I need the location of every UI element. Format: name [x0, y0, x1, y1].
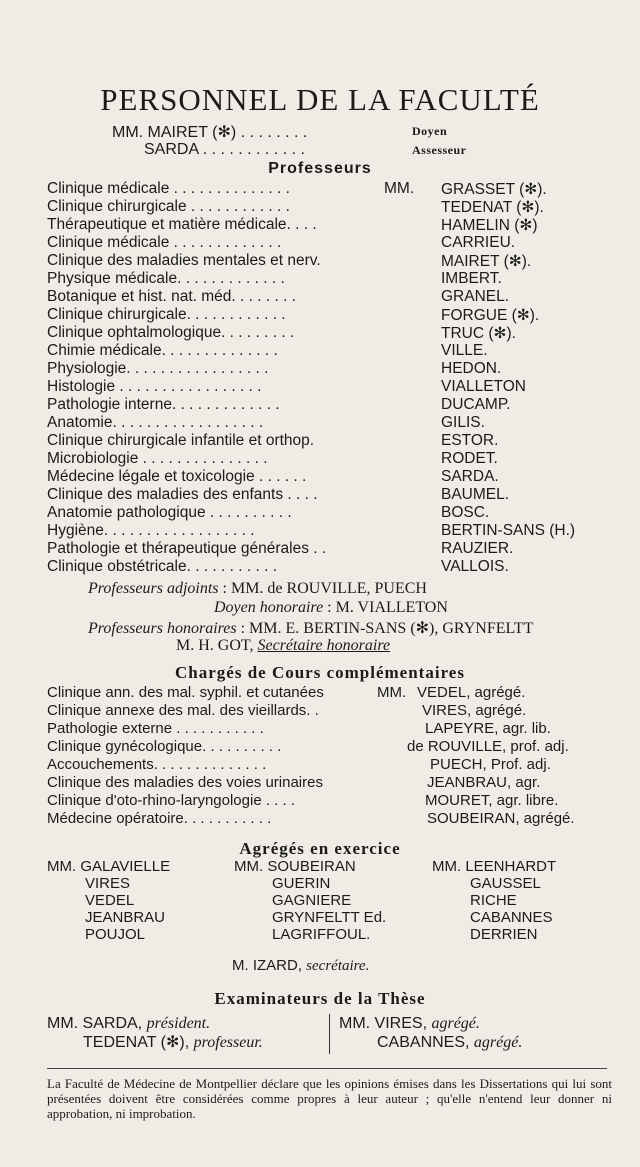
examinateur-entry	[339, 1033, 522, 1052]
course-label: Clinique d'oto-rhino-laryngologie . . . .	[47, 792, 295, 809]
examinateur-role: agrégé.	[431, 1015, 480, 1032]
agrege-name: VIRES	[85, 875, 131, 892]
examinateur-name: TEDENAT (✻),	[83, 1034, 190, 1051]
lecturer-name: de ROUVILLE, prof. adj.	[407, 738, 569, 755]
lecturer-name: LAPEYRE, agr. lib.	[425, 720, 551, 737]
chair-label: Clinique des maladies mentales et nerv.	[47, 252, 321, 269]
chair-label: Clinique chirurgicale. . . . . . . . . . . .	[47, 306, 286, 323]
chair-label: Physique médicale. . . . . . . . . . . . .	[47, 270, 285, 287]
chair-label: Médecine légale et toxicologie . . . . . .	[47, 468, 307, 485]
professor-name: RAUZIER.	[441, 540, 514, 557]
professeur-row	[47, 522, 607, 540]
agrege-name: JEANBRAU	[85, 909, 166, 926]
chair-label: Clinique médicale . . . . . . . . . . . . .	[47, 234, 282, 251]
examinateur-entry	[47, 1014, 263, 1033]
chair-label: Pathologie et thérapeutique générales . .	[47, 540, 327, 557]
professor-name: IMBERT.	[441, 270, 502, 287]
professeur-row	[47, 306, 607, 324]
agrege-name: VEDEL	[85, 892, 135, 909]
professeur-row	[47, 198, 607, 216]
mm-prefix: MM.	[377, 684, 407, 701]
lecturer-name: SOUBEIRAN, agrégé.	[427, 810, 575, 827]
professeur-row	[47, 216, 607, 234]
page-title: PERSONNEL DE LA FACULTÉ	[100, 82, 540, 117]
officer-doyen	[112, 122, 448, 142]
course-label: Pathologie externe . . . . . . . . . . .	[47, 720, 264, 737]
agreges-heading: Agrégés en exercice	[239, 839, 401, 858]
professeur-row	[47, 540, 607, 558]
chair-label: Anatomie pathologique . . . . . . . . . .	[47, 504, 292, 521]
professeur-row	[47, 450, 607, 468]
professor-name: BOSC.	[441, 504, 490, 521]
professor-name: GILIS.	[441, 414, 485, 431]
officer-name: SARDA . . . . . . . . . . . .	[144, 141, 305, 158]
professeur-row	[47, 432, 607, 450]
professor-name: RODET.	[441, 450, 498, 467]
professor-name: HAMELIN (✻)	[441, 217, 538, 234]
officer-assesseur	[112, 141, 467, 159]
lecturer-name: JEANBRAU, agr.	[427, 774, 541, 791]
lecturer-name: PUECH, Prof. adj.	[430, 756, 551, 773]
secretary-honoraire-role: Secrétaire honoraire	[257, 637, 391, 654]
course-label: Médecine opératoire. . . . . . . . . . .	[47, 810, 272, 827]
honoraires-label: Professeurs honoraires	[88, 620, 237, 637]
chair-label: Clinique des maladies des enfants . . . .	[47, 486, 318, 503]
examinateurs-left	[47, 1014, 263, 1052]
lecturer-name: MOURET, agr. libre.	[425, 792, 559, 809]
professor-name: VALLOIS.	[441, 558, 509, 575]
lecturer-name: VEDEL, agrégé.	[417, 684, 526, 701]
chair-label: Clinique médicale . . . . . . . . . . . . . .	[47, 180, 290, 197]
charge-row	[47, 756, 617, 774]
honoraires-line	[88, 618, 533, 638]
charge-row	[47, 720, 617, 738]
mm-prefix: MM.	[384, 180, 415, 197]
charge-row	[47, 684, 617, 702]
chair-label: Chimie médicale. . . . . . . . . . . . . .	[47, 342, 278, 359]
chair-label: Physiologie. . . . . . . . . . . . . . . . .	[47, 360, 269, 377]
professeurs-heading: Professeurs	[268, 160, 372, 177]
examinateur-role: professeur.	[193, 1034, 263, 1051]
course-label: Clinique ann. des mal. syphil. et cutanées	[47, 684, 324, 701]
examinateurs-divider	[329, 1014, 330, 1054]
honoraires-line-2	[176, 637, 390, 655]
professor-name: GRASSET (✻).	[441, 181, 547, 198]
chair-label: Thérapeutique et matière médicale. . . .	[47, 216, 317, 233]
chair-label: Clinique chirurgicale . . . . . . . . . . . .	[47, 198, 290, 215]
professeur-row	[47, 270, 607, 288]
charge-row	[47, 774, 617, 792]
chair-label: Microbiologie . . . . . . . . . . . . . . .	[47, 450, 268, 467]
agreges-secretary	[232, 957, 369, 975]
examinateurs-heading: Examinateurs de la Thèse	[214, 989, 426, 1008]
professor-name: ESTOR.	[441, 432, 499, 449]
agrege-name: GRYNFELTT Ed.	[272, 909, 387, 926]
agrege-name: RICHE	[470, 892, 517, 909]
professor-name: GRANEL.	[441, 288, 510, 305]
officer-name: MM. MAIRET (✻) . . . . . . . .	[112, 124, 308, 141]
professor-name: FORGUE (✻).	[441, 307, 540, 324]
agrege-name: POUJOL	[85, 926, 146, 943]
professor-name: MAIRET (✻).	[441, 253, 532, 270]
agrege-name: CABANNES	[470, 909, 553, 926]
professor-name: VIALLETON	[441, 378, 527, 395]
adjoints-names: : MM. de ROUVILLE, PUECH	[222, 580, 427, 597]
agrege-name: DERRIEN	[470, 926, 538, 943]
professeur-row	[47, 360, 607, 378]
charges-heading: Chargés de Cours complémentaires	[175, 663, 465, 682]
agrege-name: MM. LEENHARDT	[432, 858, 557, 875]
agreges-column-1	[47, 858, 170, 943]
secretary-role: secrétaire.	[306, 958, 370, 974]
officer-role: Assesseur	[412, 143, 467, 157]
professor-name: HEDON.	[441, 360, 502, 377]
examinateur-entry	[339, 1014, 522, 1033]
professeur-row	[47, 234, 607, 252]
agrege-name: LAGRIFFOUL.	[272, 926, 371, 943]
examinateur-name: MM. VIRES,	[339, 1015, 428, 1032]
doyen-honoraire-names: : M. VIALLETON	[327, 599, 448, 616]
chair-label: Anatomie. . . . . . . . . . . . . . . . . .	[47, 414, 264, 431]
examinateur-role: président.	[146, 1015, 211, 1032]
course-label: Clinique gynécologique. . . . . . . . . .	[47, 738, 282, 755]
agrege-name: GAGNIERE	[272, 892, 352, 909]
examinateur-name: MM. SARDA,	[47, 1015, 143, 1032]
agrege-name: MM. GALAVIELLE	[47, 858, 171, 875]
course-label: Clinique annexe des mal. des vieillards. .	[47, 702, 319, 719]
professor-name: BERTIN-SANS (H.)	[441, 522, 576, 539]
charge-row	[47, 792, 617, 810]
secretary-honoraire-name: M. H. GOT,	[176, 637, 254, 654]
professeur-row	[47, 396, 607, 414]
footer-divider	[47, 1068, 607, 1069]
agreges-column-3	[432, 858, 556, 943]
lecturer-name: VIRES, agrégé.	[422, 702, 527, 719]
charge-row	[47, 810, 617, 828]
examinateur-name: CABANNES,	[377, 1034, 470, 1051]
professeur-row	[47, 180, 607, 198]
professor-name: CARRIEU.	[441, 234, 516, 251]
doyen-honoraire-line	[214, 599, 448, 617]
professeur-row	[47, 324, 607, 342]
chair-label: Histologie . . . . . . . . . . . . . . . . .	[47, 378, 262, 395]
officer-role: Doyen	[412, 124, 448, 138]
doyen-honoraire-label: Doyen honoraire	[214, 599, 324, 616]
professeur-row	[47, 342, 607, 360]
chair-label: Clinique ophtalmologique. . . . . . . . .	[47, 324, 295, 341]
chair-label: Clinique obstétricale. . . . . . . . . . .	[47, 558, 278, 575]
examinateur-role: agrégé.	[473, 1034, 523, 1051]
professeur-row	[47, 252, 607, 270]
adjoints-label: Professeurs adjoints	[88, 580, 219, 597]
adjoints-line	[88, 580, 427, 598]
agreges-column-2	[234, 858, 386, 943]
agrege-name: MM. SOUBEIRAN	[234, 858, 356, 875]
professor-name: TEDENAT (✻).	[441, 199, 544, 216]
course-label: Accouchements. . . . . . . . . . . . . .	[47, 756, 267, 773]
professor-name: VILLE.	[441, 342, 488, 359]
professeur-row	[47, 486, 607, 504]
agrege-name: GUERIN	[272, 875, 331, 892]
professor-name: SARDA.	[441, 468, 499, 485]
agrege-name: GAUSSEL	[470, 875, 541, 892]
professor-name: TRUC (✻).	[441, 325, 516, 342]
professeur-row	[47, 288, 607, 306]
honoraires-names: : MM. E. BERTIN-SANS (✻), GRYNFELTT	[240, 620, 534, 637]
chair-label: Clinique chirurgicale infantile et orthop.	[47, 432, 315, 449]
examinateur-entry	[47, 1033, 263, 1052]
charge-row	[47, 738, 617, 756]
professeur-row	[47, 378, 607, 396]
course-label: Clinique des maladies des voies urinaires	[47, 774, 323, 791]
secretary-name: M. IZARD,	[232, 957, 302, 974]
professor-name: BAUMEL.	[441, 486, 510, 503]
professeur-row	[47, 414, 607, 432]
footer-disclaimer: La Faculté de Médecine de Montpellier déclare que les opinions émises dans les Dissertations qui lui sont présentées doivent être considérées comme propres à leur auteur ; qu'elle n'entend leur donner ni approbation, ni improbation.	[47, 1076, 612, 1121]
professeur-row	[47, 504, 607, 522]
charge-row	[47, 702, 617, 720]
professeur-row	[47, 468, 607, 486]
chair-label: Botanique et hist. nat. méd. . . . . . . .	[47, 288, 296, 305]
chair-label: Pathologie interne. . . . . . . . . . . . .	[47, 396, 280, 413]
professor-name: DUCAMP.	[441, 396, 511, 413]
examinateurs-right	[339, 1014, 522, 1052]
professeur-row	[47, 558, 607, 576]
chair-label: Hygiène. . . . . . . . . . . . . . . . . .	[47, 522, 255, 539]
